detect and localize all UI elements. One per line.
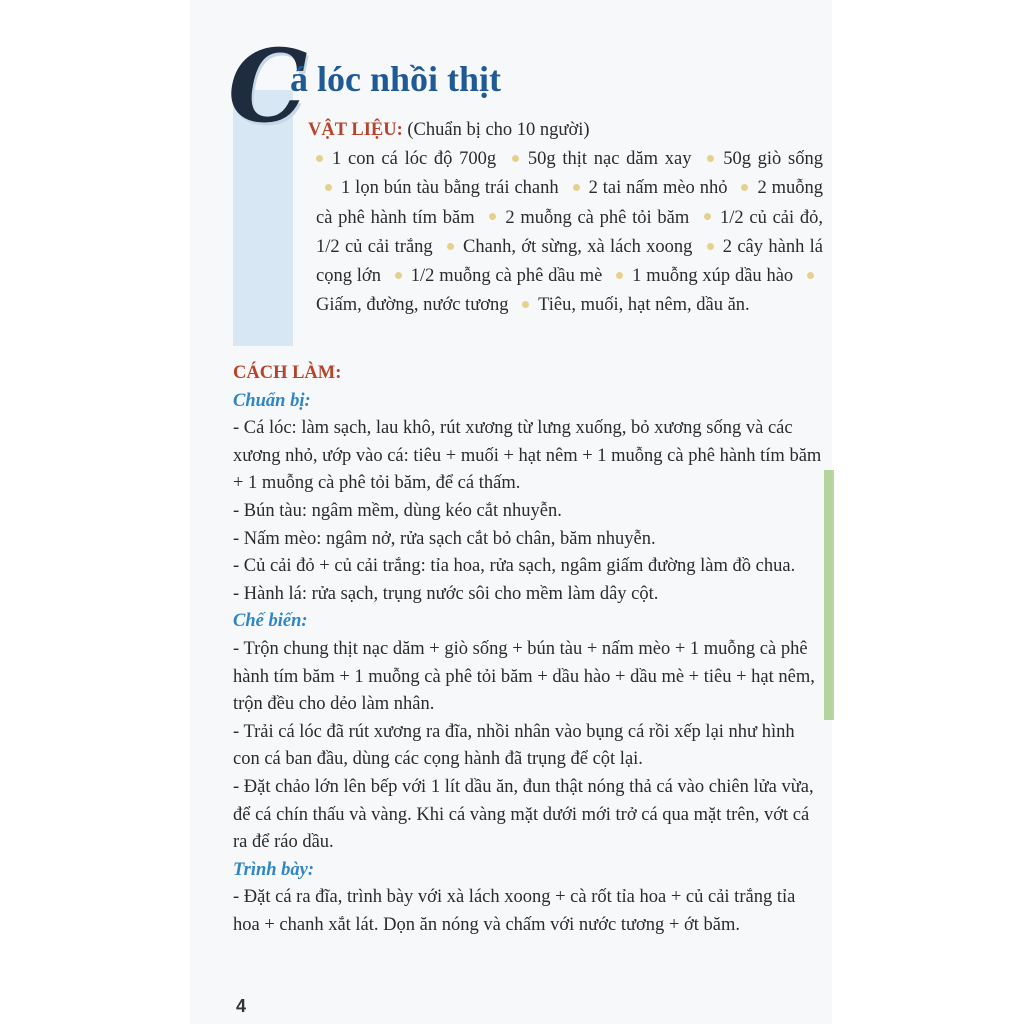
ingredient-item: Giấm, đường, nước tương xyxy=(316,295,509,316)
bullet-icon xyxy=(616,272,623,279)
ingredient-list xyxy=(308,145,823,320)
bullet-icon xyxy=(395,272,402,279)
title-text: á lóc nhồi thịt xyxy=(290,59,502,99)
prep-step: - Bún tàu: ngâm mềm, dùng kéo cắt nhuyễn. xyxy=(233,500,562,521)
bullet-icon xyxy=(707,155,714,162)
ingredients-heading: VẬT LIỆU: xyxy=(308,120,403,140)
ingredient-item: 2 muỗng cà phê hành tím băm xyxy=(316,178,824,228)
ingredient-item: 1 lọn bún tàu bằng trái chanh xyxy=(341,178,559,199)
ingredient-item: 1/2 muỗng cà phê dầu mè xyxy=(410,266,603,287)
page-edge-color xyxy=(824,470,834,720)
prep-step: - Cá lóc: làm sạch, lau khô, rút xương từ lưng xuống, bỏ xương sống và các xương nhỏ, ướp vào cá: tiêu + muối + hạt nêm + 1 muỗng cà phê hành tím băm + 1 muỗng cà phê tỏi băm, để cá thấm. xyxy=(233,418,822,494)
ingredient-item: 1/2 củ cải đỏ, 1/2 củ cải trắng xyxy=(316,207,824,257)
method-heading: CÁCH LÀM: xyxy=(233,363,342,383)
serving-note: (Chuẩn bị cho 10 người) xyxy=(407,120,590,140)
prep-step: - Nấm mèo: ngâm nở, rửa sạch cắt bỏ chân, băm nhuyễn. xyxy=(233,528,656,549)
bullet-icon xyxy=(447,243,454,250)
prep-step: - Củ cải đỏ + củ cải trắng: tỉa hoa, rửa sạch, ngâm giấm đường làm đồ chua. xyxy=(233,556,796,577)
ingredient-item: 1 con cá lóc độ 700g xyxy=(332,149,497,170)
page-number: 4 xyxy=(236,996,247,1016)
cooking-step: - Trộn chung thịt nạc dăm + giò sống + bún tàu + nấm mèo + 1 muỗng cà phê hành tím băm + 1 muỗng cà phê tỏi băm + dầu hào + dầu mè + tiêu + hạt nêm, trộn đều cho dẻo làm nhân. xyxy=(233,638,815,715)
prep-heading: Chuẩn bị: xyxy=(233,390,311,411)
cooking-heading: Chế biến: xyxy=(233,611,308,632)
cooking-step: - Đặt chảo lớn lên bếp với 1 lít dầu ăn, đun thật nóng thả cá vào chiên lửa vừa, để cá chín thấu và vàng. Khi cá vàng mặt dưới mới trở cá qua mặt trên, vớt cá ra để ráo dầu. xyxy=(233,776,814,853)
prep-step: - Hành lá: rửa sạch, trụng nước sôi cho mềm làm dây cột. xyxy=(233,583,659,604)
ingredient-item: 50g giò sống xyxy=(723,149,823,170)
bullet-icon xyxy=(704,213,711,220)
bullet-icon xyxy=(807,272,814,279)
bullet-icon xyxy=(741,184,748,191)
title-initial: C xyxy=(228,27,308,145)
bullet-icon xyxy=(489,213,496,220)
bullet-icon xyxy=(707,243,714,250)
cooking-step: - Trải cá lóc đã rút xương ra đĩa, nhồi nhân vào bụng cá rồi xếp lại như hình con cá ban đầu, dùng các cọng hành đã trụng để cột lại. xyxy=(233,721,795,770)
ingredient-item: 2 muỗng cà phê tỏi băm xyxy=(505,207,690,228)
bullet-icon xyxy=(573,184,580,191)
ingredient-item: Tiêu, muối, hạt nêm, dầu ăn. xyxy=(538,295,750,316)
ingredients-block xyxy=(308,116,823,320)
ingredient-item: 1 muỗng xúp dầu hào xyxy=(632,266,794,287)
presentation-step: - Đặt cá ra đĩa, trình bày với xà lách xoong + cà rốt tỉa hoa + củ cải trắng tỉa hoa + chanh xắt lát. Dọn ăn nóng và chấm với nước tương + ớt băm. xyxy=(233,887,796,935)
bullet-icon xyxy=(316,155,323,162)
method-block xyxy=(233,360,825,939)
bullet-icon xyxy=(512,155,519,162)
ingredient-item: 50g thịt nạc dăm xay xyxy=(527,149,692,170)
ingredient-item: 2 tai nấm mèo nhỏ xyxy=(588,178,728,199)
bullet-icon xyxy=(522,301,529,308)
ingredient-item: Chanh, ớt sừng, xà lách xoong xyxy=(463,236,693,257)
ingredient-item: 2 cây hành lá cọng lớn xyxy=(316,236,823,287)
presentation-heading: Trình bày: xyxy=(233,859,315,880)
bullet-icon xyxy=(325,184,332,191)
